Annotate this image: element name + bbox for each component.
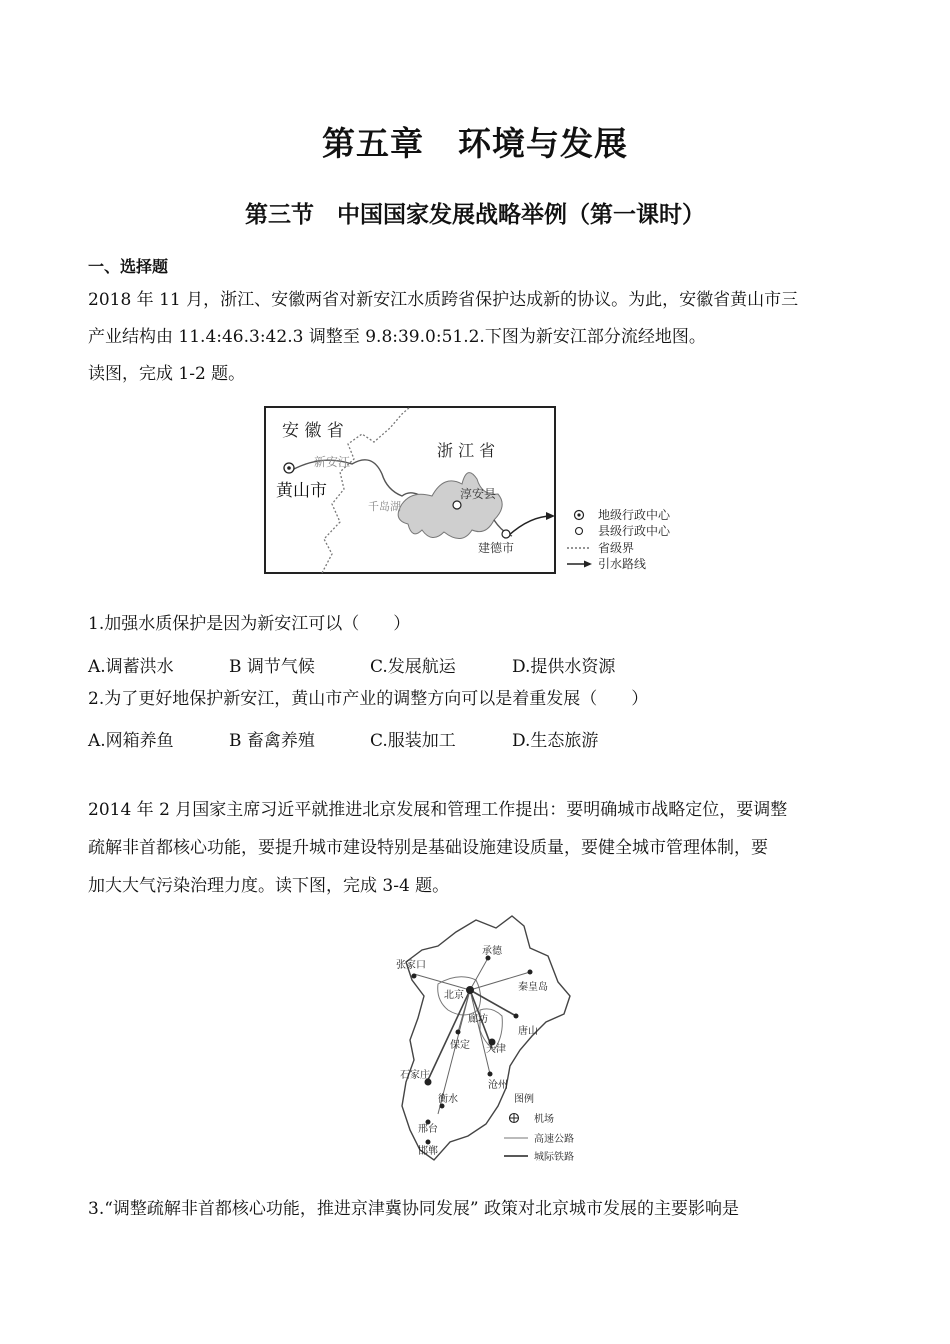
q1-option-b[interactable]: B 调节气候 — [229, 657, 315, 677]
q3-stem: 3.“调整疏解非首都核心功能，推进京津冀协同发展” 政策对北京城市发展的主要影响是 — [88, 1199, 740, 1219]
passage1-line1: 2018 年 11 月，浙江、安徽两省对新安江水质跨省保护达成新的协议。为此，安徽省黄山市三 — [88, 290, 799, 310]
section-heading: 一、选择题 — [88, 257, 169, 276]
section-title: 第三节 中国国家发展战略举例（第一课时） — [245, 201, 705, 228]
q2-option-c[interactable]: C.服装加工 — [370, 731, 456, 751]
map2-legend-airport: 机场 — [534, 1114, 554, 1125]
passage1-line3: 读图，完成 1-2 题。 — [88, 364, 246, 384]
legend-border: 省级界 — [598, 541, 635, 555]
q1-option-c[interactable]: C.发展航运 — [370, 657, 456, 677]
label-lake: 千岛湖 — [368, 500, 401, 513]
city-qinhuangdao: 秦皇岛 — [518, 982, 548, 993]
chapter-title: 第五章 环境与发展 — [322, 124, 628, 163]
legend-route: 引水路线 — [598, 557, 647, 571]
legend-county: 县级行政中心 — [598, 524, 671, 538]
city-xingtai: 邢台 — [418, 1124, 438, 1135]
xinanjiang-map — [262, 404, 692, 576]
q2-option-b[interactable]: B 畜禽养殖 — [229, 731, 315, 751]
q2-option-a[interactable]: A.网箱养鱼 — [88, 731, 174, 751]
jingjinji-map — [388, 910, 588, 1166]
city-beijing: 北京 — [444, 990, 464, 1001]
passage2-line1: 2014 年 2 月国家主席习近平就推进北京发展和管理工作提出：要明确城市战略定位，要调整 — [88, 800, 788, 820]
map2-legend-title: 图例 — [514, 1094, 534, 1105]
city-zhangjiakou: 张家口 — [396, 960, 426, 971]
city-hengshui: 衡水 — [438, 1094, 458, 1105]
label-river: 新安江 — [314, 455, 351, 469]
label-anhui: 安 徽 省 — [282, 421, 344, 441]
city-tangshan: 唐山 — [518, 1026, 538, 1037]
city-cangzhou: 沧州 — [488, 1080, 508, 1091]
map2-legend-highway: 高速公路 — [534, 1134, 574, 1145]
city-handan: 邯郸 — [418, 1146, 438, 1157]
label-jiande: 建德市 — [478, 541, 515, 555]
passage1-line2: 产业结构由 11.4:46.3:42.3 调整至 9.8:39.0:51.2.下图为新安江部分流经地图。 — [88, 327, 706, 347]
city-chengde: 承德 — [482, 946, 502, 957]
q2-option-d[interactable]: D.生态旅游 — [512, 731, 599, 751]
label-huangshan: 黄山市 — [276, 481, 327, 501]
passage2-line2: 疏解非首都核心功能，要提升城市建设特别是基础设施建设质量，要健全城市管理体制，要 — [88, 838, 768, 858]
city-shijiazhuang: 石家庄 — [400, 1070, 430, 1081]
city-baoding: 保定 — [450, 1040, 470, 1051]
map2-legend-railway: 城际铁路 — [534, 1152, 574, 1163]
q2-stem: 2.为了更好地保护新安江，黄山市产业的调整方向可以是着重发展（ ） — [88, 689, 649, 709]
q1-option-d[interactable]: D.提供水资源 — [512, 657, 616, 677]
passage2-line3: 加大大气污染治理力度。读下图，完成 3-4 题。 — [88, 876, 450, 896]
legend-prefecture: 地级行政中心 — [598, 508, 671, 522]
label-chunan: 淳安县 — [460, 487, 497, 501]
q1-option-a[interactable]: A.调蓄洪水 — [88, 657, 174, 677]
city-langfang: 廊坊 — [468, 1014, 488, 1025]
city-tianjin: 天津 — [486, 1044, 506, 1055]
q1-stem: 1.加强水质保护是因为新安江可以（ ） — [88, 614, 411, 634]
label-zhejiang: 浙 江 省 — [437, 441, 496, 460]
